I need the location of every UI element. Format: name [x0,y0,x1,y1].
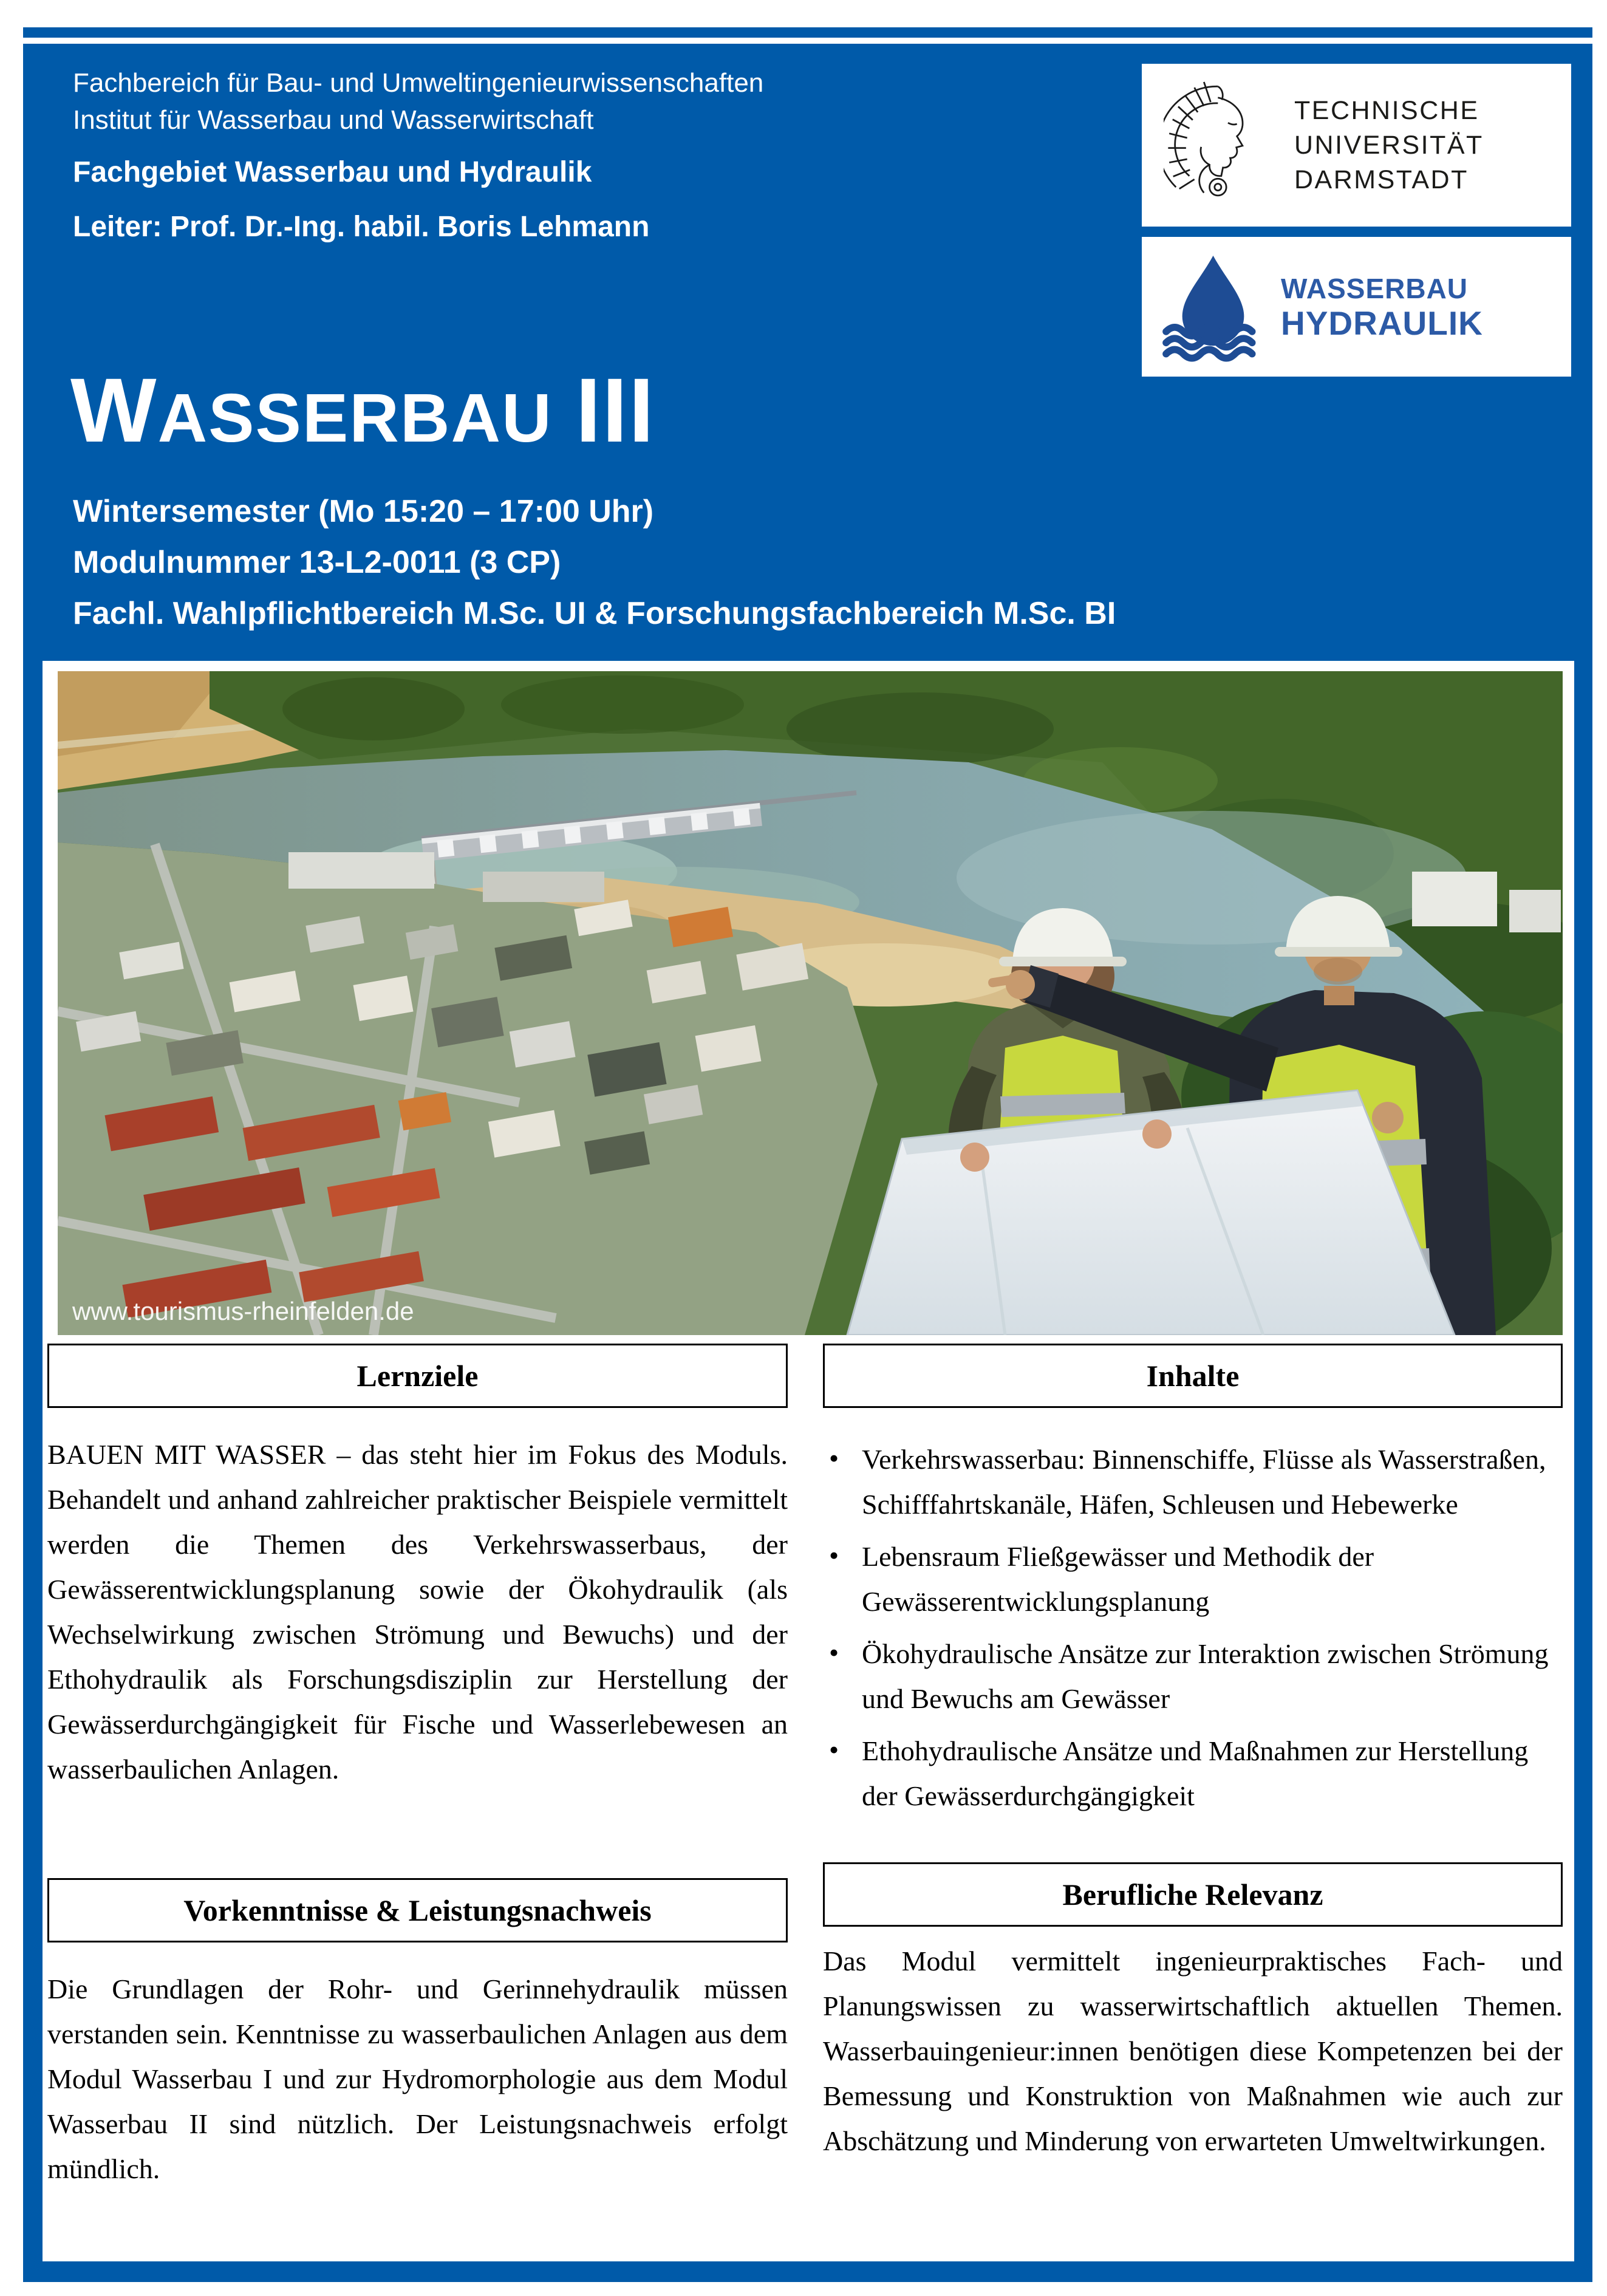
bullet-icon: • [829,1443,839,1474]
list-item-text: Ökohydraulische Ansätze zur Interaktion zwischen Strömung und Bewuchs am Gewässer [862,1638,1549,1714]
tu-darmstadt-logo [1142,64,1571,227]
list-item-text: Verkehrswasserbau: Binnenschiffe, Flüsse als Wasserstraßen, Schifffahrtskanäle, Häfen, Schleusen und Hebewerke [862,1444,1546,1520]
wasserbau-hydraulik-logo [1142,237,1571,377]
subtitle-semester: Wintersemester (Mo 15:20 – 17:00 Uhr) [73,494,654,529]
subtitle-module: Modulnummer 13-L2-0011 (3 CP) [73,545,561,580]
list-item [823,1534,1563,1624]
section-title-inhalte [823,1344,1563,1408]
list-item-text: Ethohydraulische Ansätze und Maßnahmen zur Herstellung der Gewässerdurchgängigkeit [862,1735,1529,1811]
list-item-text: Lebensraum Fließgewässer und Methodik der Gewässerentwicklungsplanung [862,1541,1374,1617]
title-rest: ASSERBAU [157,380,553,456]
list-item [823,1631,1563,1721]
list-item [823,1437,1563,1527]
section-title-lernziele [47,1344,788,1408]
tu-line1: TECHNISCHE [1294,95,1479,125]
unit-line: Fachgebiet Wasserbau und Hydraulik [73,156,592,188]
department-line: Fachbereich für Bau- und Umweltingenieurwissenschaften [73,68,764,98]
lernziele-body: BAUEN MIT WASSER – das steht hier im Fokus des Moduls. Behandelt und anhand zahlreicher praktischer Beispiele vermittelt werden die Themen des Verkehrswasserbaus, der Gewässerentwicklungsplanung sowie der Ökohydraulik (als Wechselwirkung zwischen Strömung und Bewuchs) und der Ethohydraulik als Forschungsdisziplin zur Herstellung der Gewässerdurchgängigkeit für Fische und Wasserlebewesen an wasserbaulichen Anlagen. [47,1439,788,1785]
aerial-photo-rheinfelden [58,671,1563,1335]
bullet-icon: • [829,1637,839,1668]
wh-logo-text [1281,272,1483,341]
vorkenntnisse-title: Vorkenntnisse & Leistungsnachweis [183,1893,652,1927]
course-subtitles [73,486,1116,639]
section-title-vorkenntnisse [47,1878,788,1942]
leader-line: Leiter: Prof. Dr.-Ing. habil. Boris Lehmann [73,211,650,243]
vorkenntnisse-body: Die Grundlagen der Rohr- und Gerinnehydraulik müssen verstanden sein. Kenntnisse zu wasserbaulichen Anlagen aus dem Modul Wasserbau I und zur Hydromorphologie aus dem Modul Wasserbau II sind nützlich. Der Leistungsnachweis erfolgt mündlich. [47,1973,788,2184]
aerial-photo-scene [58,671,1563,1335]
inhalte-list [823,1437,1563,1826]
wh-line2: HYDRAULIK [1281,304,1483,342]
bottom-border-bar [23,2261,1592,2282]
tu-line2: UNIVERSITÄT [1294,130,1484,160]
section-title-berufliche-relevanz [823,1862,1563,1927]
relevanz-body: Das Modul vermittelt ingenieurpraktisches Fach- und Planungswissen zu wasserwirtschaftlich aktuellen Themen. Wasserbauingenieur:innen benötigen diese Kompetenzen bei der Bemessung und Konstruktion von Maßnahmen wie auch zur Abschätzung und Minderung von erwarteten Umweltwirkungen. [823,1946,1563,2156]
wh-line1: WASSERBAU [1281,273,1469,304]
subtitle-area: Fachl. Wahlpflichtbereich M.Sc. UI & Forschungsfachbereich M.Sc. BI [73,596,1116,631]
tu-line3: DARMSTADT [1294,165,1469,194]
title-initial: W [70,359,158,461]
athena-head-icon [1164,75,1270,216]
bullet-icon: • [829,1540,839,1571]
top-accent-bar [23,27,1592,38]
waterdrop-waves-icon [1160,248,1266,366]
title-numeral: III [575,359,655,461]
institute-line: Institut für Wasserbau und Wasserwirtschaft [73,105,594,135]
photo-watermark: www.tourismus-rheinfelden.de [72,1297,414,1325]
page-title [70,359,655,461]
tu-logo-text [1294,94,1484,197]
lernziele-title: Lernziele [357,1359,479,1393]
relevanz-title: Berufliche Relevanz [1062,1877,1323,1912]
institution-lines [73,64,763,247]
bullet-icon: • [829,1734,839,1765]
list-item [823,1729,1563,1819]
inhalte-title: Inhalte [1146,1359,1240,1393]
header-banner [23,44,1592,661]
